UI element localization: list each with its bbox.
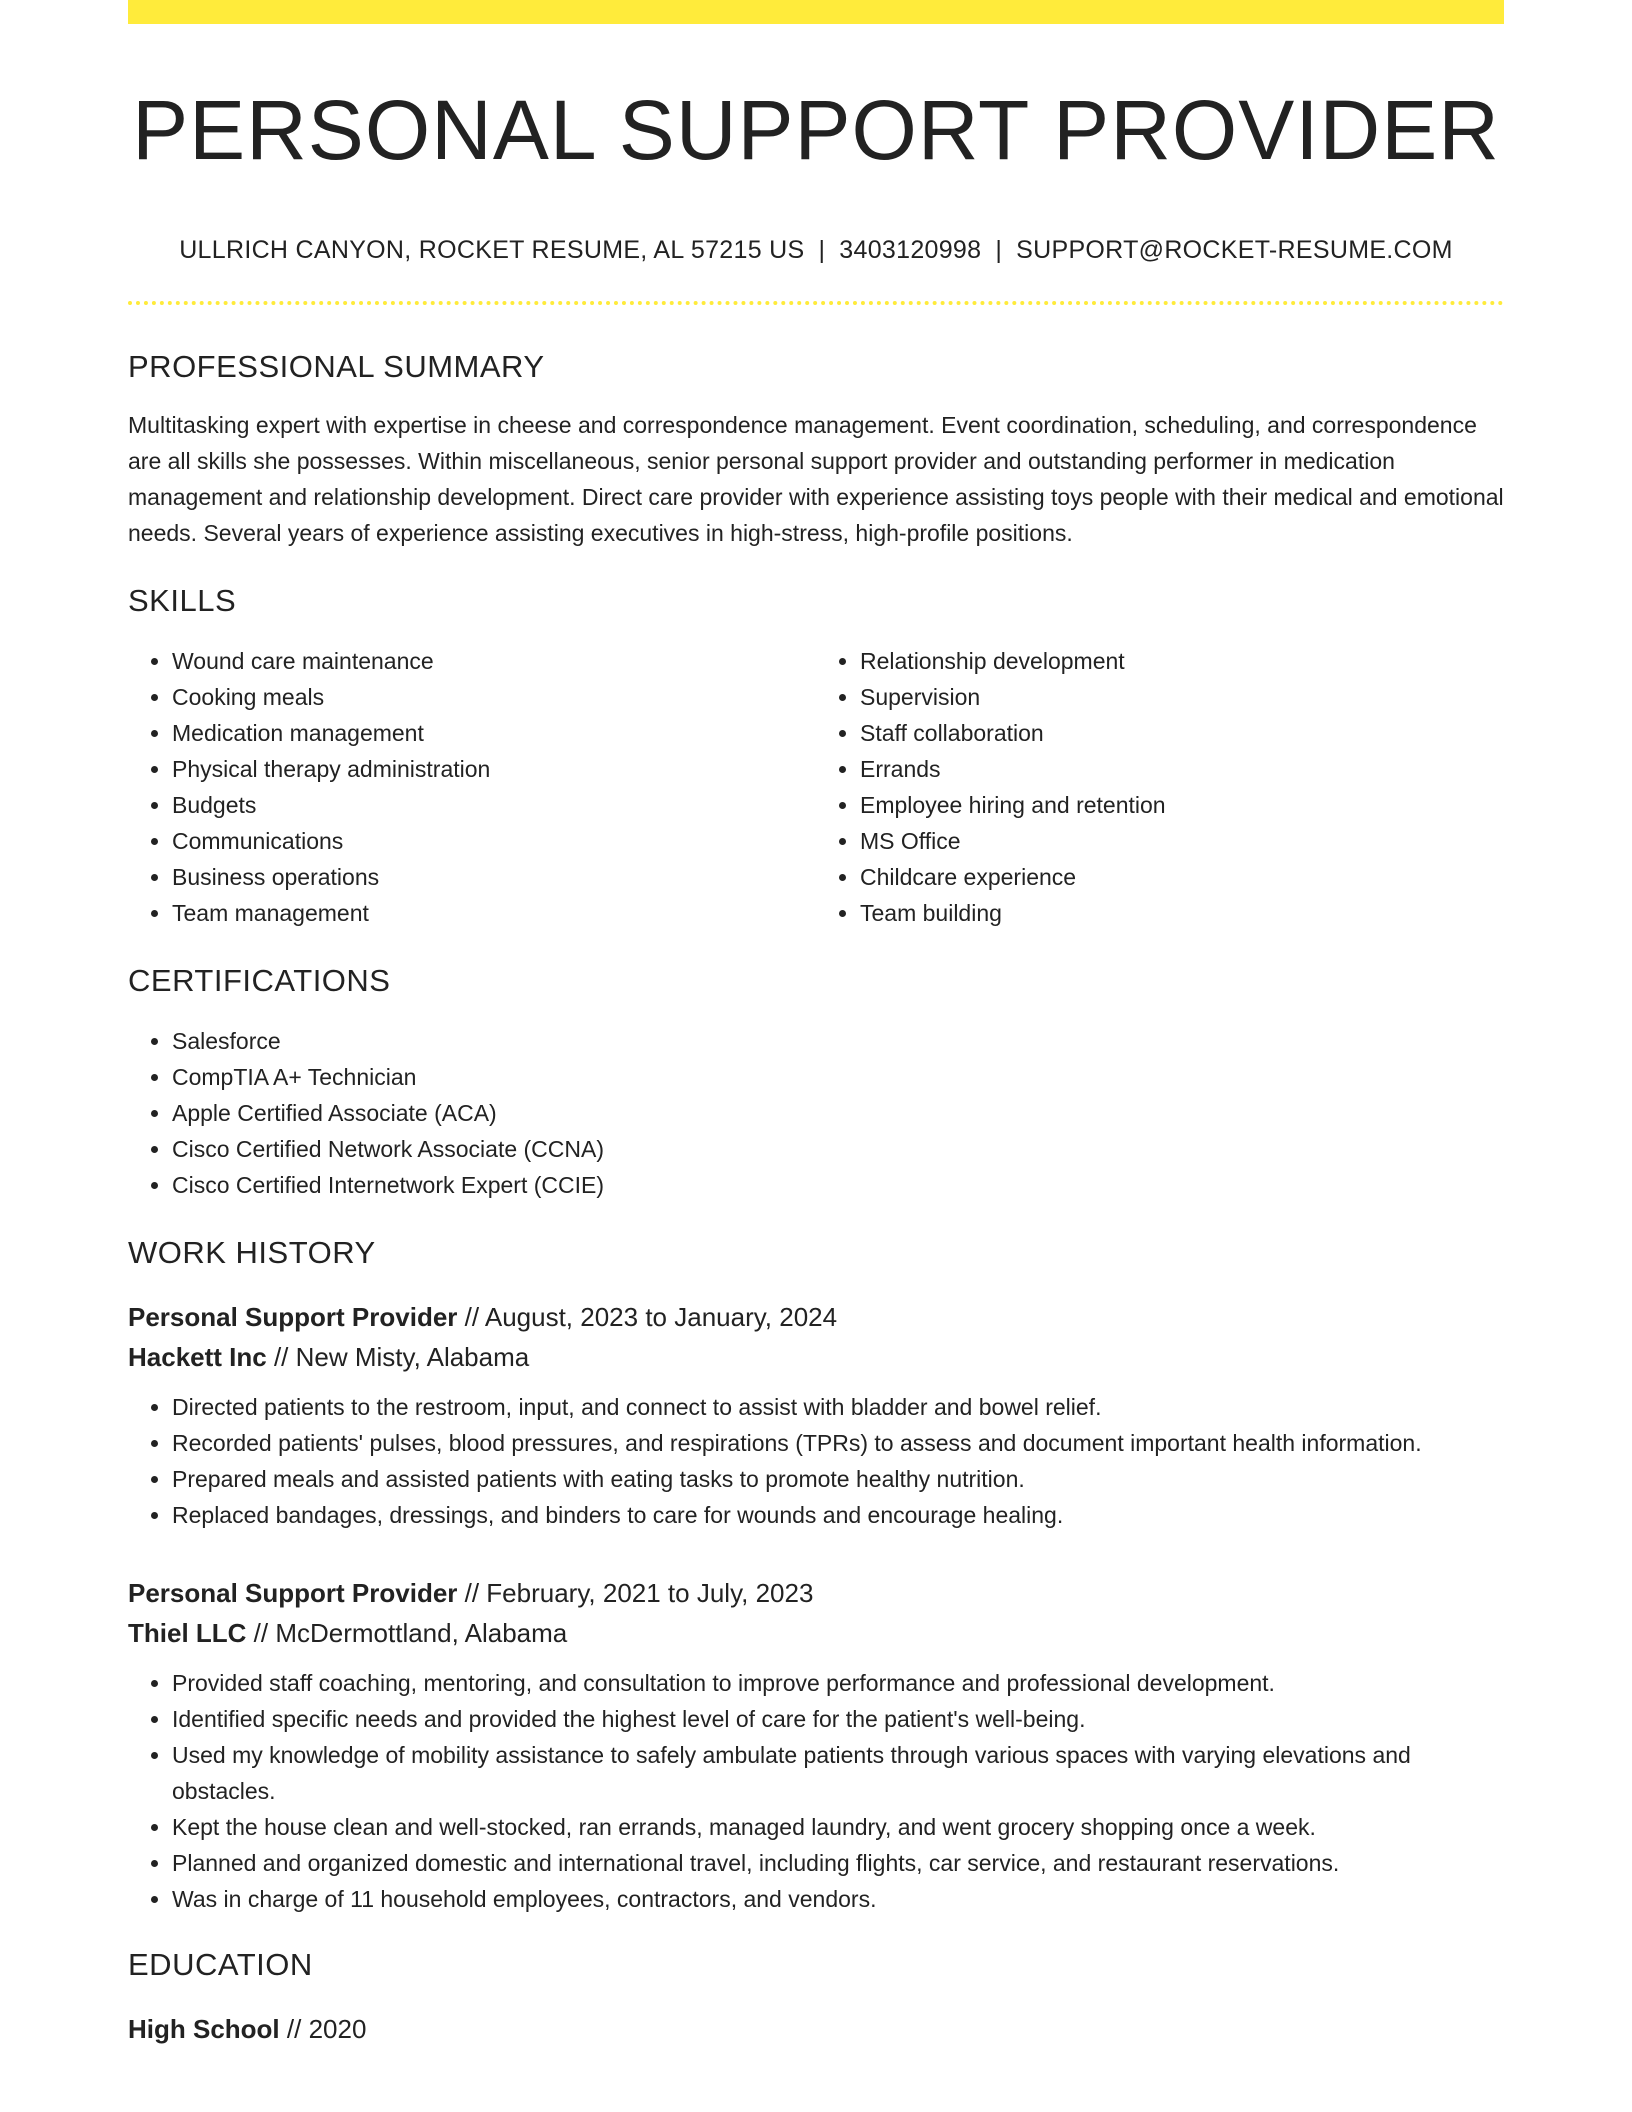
job-bullet: • Recorded patients' pulses, blood pressures, and respirations (TPRs) to assess and document important health information.	[172, 1425, 1504, 1461]
skill-item: • Relationship development	[860, 643, 1504, 679]
job-bullet: • Replaced bandages, dressings, and binders to care for wounds and encourage healing.	[172, 1497, 1504, 1533]
job-location: // McDermottland, Alabama	[246, 1618, 568, 1649]
certification-item: • Cisco Certified Internetwork Expert (CCIE)	[172, 1167, 1504, 1203]
skill-item: • Physical therapy administration	[172, 751, 816, 787]
certification-item: • Salesforce	[172, 1023, 1504, 1059]
summary-heading: PROFESSIONAL SUMMARY	[128, 349, 545, 385]
skills-list-right	[816, 643, 1504, 931]
job-entry	[128, 1573, 1504, 1917]
skill-item: • Medication management	[172, 715, 816, 751]
education-year: // 2020	[279, 2014, 367, 2045]
job-role: Personal Support Provider	[128, 1578, 458, 1609]
job-bullet: • Provided staff coaching, mentoring, and consultation to improve performance and professional development.	[172, 1665, 1504, 1701]
skill-item: • Errands	[860, 751, 1504, 787]
accent-top-bar	[128, 0, 1504, 24]
education-school: High School	[128, 2014, 280, 2045]
job-company-line	[128, 1613, 1504, 1653]
resume-name: PERSONAL SUPPORT PROVIDER	[132, 83, 1500, 177]
job-dates: // February, 2021 to July, 2023	[457, 1578, 814, 1609]
job-company: Hackett Inc	[128, 1342, 267, 1373]
contact-phone: 3403120998	[839, 236, 982, 265]
skill-item: • Business operations	[172, 859, 816, 895]
skill-item: • Employee hiring and retention	[860, 787, 1504, 823]
skill-item: • Staff collaboration	[860, 715, 1504, 751]
job-title-line	[128, 1297, 1504, 1337]
certification-item: • Apple Certified Associate (ACA)	[172, 1095, 1504, 1131]
certifications-heading: CERTIFICATIONS	[128, 963, 391, 999]
skill-item: • Cooking meals	[172, 679, 816, 715]
job-dates: // August, 2023 to January, 2024	[457, 1302, 838, 1333]
contact-separator: |	[818, 236, 826, 265]
summary-text: Multitasking expert with expertise in cheese and correspondence management. Event coordination, scheduling, and correspondence are all skills she possesses. Within miscellaneous, senior personal support provider and outstanding performer in medication management and relationship development. Direct care provider with experience assisting toys people with their medical and emotional needs. Several years of experience assisting executives in high-stress, high-profile positions.	[128, 412, 1504, 547]
job-location: // New Misty, Alabama	[266, 1342, 530, 1373]
skill-item: • Communications	[172, 823, 816, 859]
resume-page	[128, 0, 1504, 2049]
work-history-heading: WORK HISTORY	[128, 1235, 376, 1271]
skill-item: • Team management	[172, 895, 816, 931]
skills-list-left	[128, 643, 816, 931]
certifications-list	[128, 1023, 1504, 1203]
job-bullet: • Kept the house clean and well-stocked, ran errands, managed laundry, and went grocery shopping once a week.	[172, 1809, 1504, 1845]
contact-email: SUPPORT@ROCKET-RESUME.COM	[1016, 236, 1453, 265]
skill-item: • Wound care maintenance	[172, 643, 816, 679]
skill-item: • Supervision	[860, 679, 1504, 715]
skill-item: • Budgets	[172, 787, 816, 823]
contact-address: ULLRICH CANYON, ROCKET RESUME, AL 57215 US	[179, 236, 805, 265]
skills-grid	[128, 643, 1504, 931]
job-bullets	[128, 1665, 1504, 1917]
skills-heading: SKILLS	[128, 583, 237, 619]
job-bullet: • Planned and organized domestic and international travel, including flights, car service, and restaurant reservations.	[172, 1845, 1504, 1881]
contact-separator: |	[995, 236, 1003, 265]
education-entry	[128, 2009, 1504, 2049]
certification-item: • CompTIA A+ Technician	[172, 1059, 1504, 1095]
job-bullet: • Used my knowledge of mobility assistance to safely ambulate patients through various spaces with varying elevations and obstacles.	[172, 1737, 1504, 1809]
skill-item: • MS Office	[860, 823, 1504, 859]
job-bullets	[128, 1389, 1504, 1533]
job-bullet: • Directed patients to the restroom, input, and connect to assist with bladder and bowel relief.	[172, 1389, 1504, 1425]
job-bullet: • Identified specific needs and provided the highest level of care for the patient's well-being.	[172, 1701, 1504, 1737]
dotted-divider	[128, 301, 1504, 305]
job-company: Thiel LLC	[128, 1618, 247, 1649]
job-bullet: • Was in charge of 11 household employees, contractors, and vendors.	[172, 1881, 1504, 1917]
skill-item: • Childcare experience	[860, 859, 1504, 895]
job-entry	[128, 1297, 1504, 1533]
job-title-line	[128, 1573, 1504, 1613]
certification-item: • Cisco Certified Network Associate (CCNA)	[172, 1131, 1504, 1167]
contact-line	[128, 236, 1504, 265]
job-role: Personal Support Provider	[128, 1302, 458, 1333]
job-company-line	[128, 1337, 1504, 1377]
education-heading: EDUCATION	[128, 1947, 313, 1983]
skill-item: • Team building	[860, 895, 1504, 931]
job-bullet: • Prepared meals and assisted patients with eating tasks to promote healthy nutrition.	[172, 1461, 1504, 1497]
